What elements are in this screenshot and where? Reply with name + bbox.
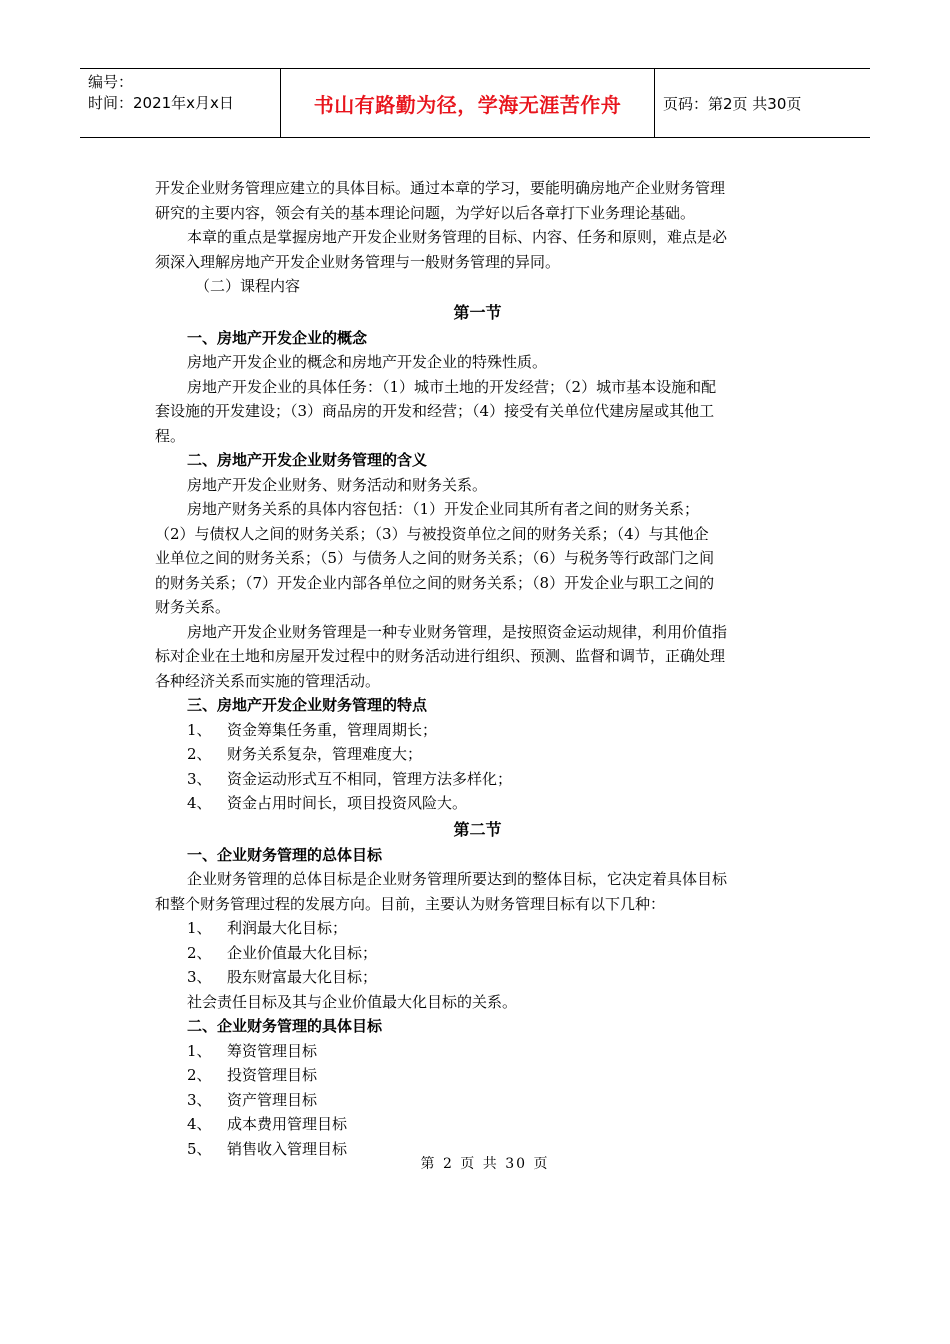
paragraph-line: 标对企业在土地和房屋开发过程中的财务活动进行组织、预测、监督和调节，正确处理 (155, 647, 726, 665)
paragraph-line: 房地产开发企业财务管理是一种专业财务管理，是按照资金运动规律，利用价值指 (187, 622, 728, 641)
page-header (80, 68, 870, 138)
page-footer (0, 1153, 950, 1173)
list-number: 5、 (187, 1139, 212, 1158)
list-text: 成本费用管理目标 (227, 1115, 348, 1133)
list-number: 1、 (187, 1041, 212, 1060)
list-item (155, 1063, 800, 1088)
list-number: 3、 (187, 769, 212, 788)
list-item (155, 791, 800, 816)
footer-page-number: 第 2 页 共 30 页 (420, 1156, 550, 1172)
list-text: 财务关系复杂，管理难度大； (227, 745, 423, 763)
paragraph-line: 房地产财务关系的具体内容包括：（1）开发企业同其所有者之间的财务关系； (187, 500, 700, 518)
list-number: 2、 (187, 745, 212, 763)
subsection-heading: 一、房地产开发企业的概念 (187, 328, 368, 347)
document-body (155, 176, 800, 1161)
paragraph-line: 的财务关系；（7）开发企业内部各单位之间的财务关系；（8）开发企业与职工之间的 (155, 573, 715, 592)
paragraph-line: 房地产开发企业的概念和房地产开发企业的特殊性质。 (187, 353, 548, 371)
list-text: 销售收入管理目标 (227, 1139, 348, 1158)
list-number: 1、 (187, 919, 212, 937)
paragraph-line: 社会责任目标及其与企业价值最大化目标的关系。 (187, 992, 518, 1011)
list-item (155, 965, 800, 990)
list-number: 4、 (187, 794, 212, 812)
course-content-heading: （二）课程内容 (195, 277, 301, 295)
paragraph-line: 企业财务管理的总体目标是企业财务管理所要达到的整体目标，它决定着具体目标 (187, 870, 728, 888)
subsection-heading: 一、企业财务管理的总体目标 (187, 845, 383, 864)
list-number: 2、 (187, 943, 212, 962)
list-text: 企业价值最大化目标； (227, 943, 378, 962)
motto-text: 书山有路勤为径，学海无涯苦作舟 (313, 92, 622, 117)
paragraph-line: （2）与债权人之间的财务关系；（3）与被投资单位之间的财务关系；（4）与其他企 (155, 524, 709, 543)
list-item (155, 767, 800, 792)
list-text: 资金筹集任务重，管理周期长； (227, 720, 438, 739)
paragraph-line: 财务关系。 (155, 598, 231, 616)
paragraph-line: 各种经济关系而实施的管理活动。 (155, 671, 381, 690)
header-meta (80, 69, 281, 137)
list-number: 3、 (187, 968, 212, 986)
date-label: 时间：2021年x月x日 (88, 94, 234, 112)
subsection-heading: 三、房地产开发企业财务管理的特点 (187, 696, 428, 714)
list-item (155, 1088, 800, 1113)
paragraph-line: 套设施的开发建设；（3）商品房的开发和经营；（4）接受有关单位代建房屋或其他工 (155, 402, 715, 420)
section-title: 第一节 (453, 302, 502, 322)
list-text: 利润最大化目标； (227, 919, 348, 937)
list-text: 筹资管理目标 (227, 1041, 318, 1060)
list-item (155, 941, 800, 966)
paragraph-line: 业单位之间的财务关系；（5）与债务人之间的财务关系；（6）与税务等行政部门之间 (155, 549, 715, 567)
page-info-text: 页码：第2页 共30页 (663, 94, 802, 113)
list-number: 1、 (187, 720, 212, 739)
paragraph-line: 和整个财务管理过程的发展方向。目前，主要认为财务管理目标有以下几种： (155, 894, 666, 913)
section-title: 第二节 (453, 819, 502, 839)
list-number: 3、 (187, 1090, 212, 1109)
paragraph-line: 开发企业财务管理应建立的具体目标。通过本章的学习，要能明确房地产企业财务管理 (155, 179, 726, 197)
list-text: 资产管理目标 (227, 1090, 318, 1109)
subsection-heading: 二、企业财务管理的具体目标 (187, 1017, 383, 1035)
list-item (155, 1039, 800, 1064)
list-item (155, 916, 800, 941)
list-number: 2、 (187, 1066, 212, 1084)
list-item (155, 742, 800, 767)
paragraph-line: 研究的主要内容，领会有关的基本理论问题，为学好以后各章打下业务理论基础。 (155, 203, 696, 222)
subsection-heading: 二、房地产开发企业财务管理的含义 (187, 451, 428, 469)
list-text: 股东财富最大化目标； (227, 968, 378, 986)
header-page-info (655, 69, 870, 137)
paragraph-line: 本章的重点是掌握房地产开发企业财务管理的目标、内容、任务和原则，难点是必 (187, 228, 728, 246)
list-item (155, 1112, 800, 1137)
list-text: 资金运动形式互不相同，管理方法多样化； (227, 769, 513, 788)
paragraph-line: 房地产开发企业的具体任务：（1）城市土地的开发经营；（2）城市基本设施和配 (187, 377, 717, 396)
list-item (155, 718, 800, 743)
list-number: 4、 (187, 1115, 212, 1133)
number-label: 编号： (88, 73, 134, 91)
header-motto-cell (281, 69, 655, 137)
paragraph-line: 须深入理解房地产开发企业财务管理与一般财务管理的异同。 (155, 252, 561, 271)
paragraph-line: 房地产开发企业财务、财务活动和财务关系。 (187, 475, 488, 494)
list-text: 投资管理目标 (227, 1066, 318, 1084)
paragraph-line: 程。 (155, 426, 186, 445)
list-text: 资金占用时间长，项目投资风险大。 (227, 794, 468, 812)
